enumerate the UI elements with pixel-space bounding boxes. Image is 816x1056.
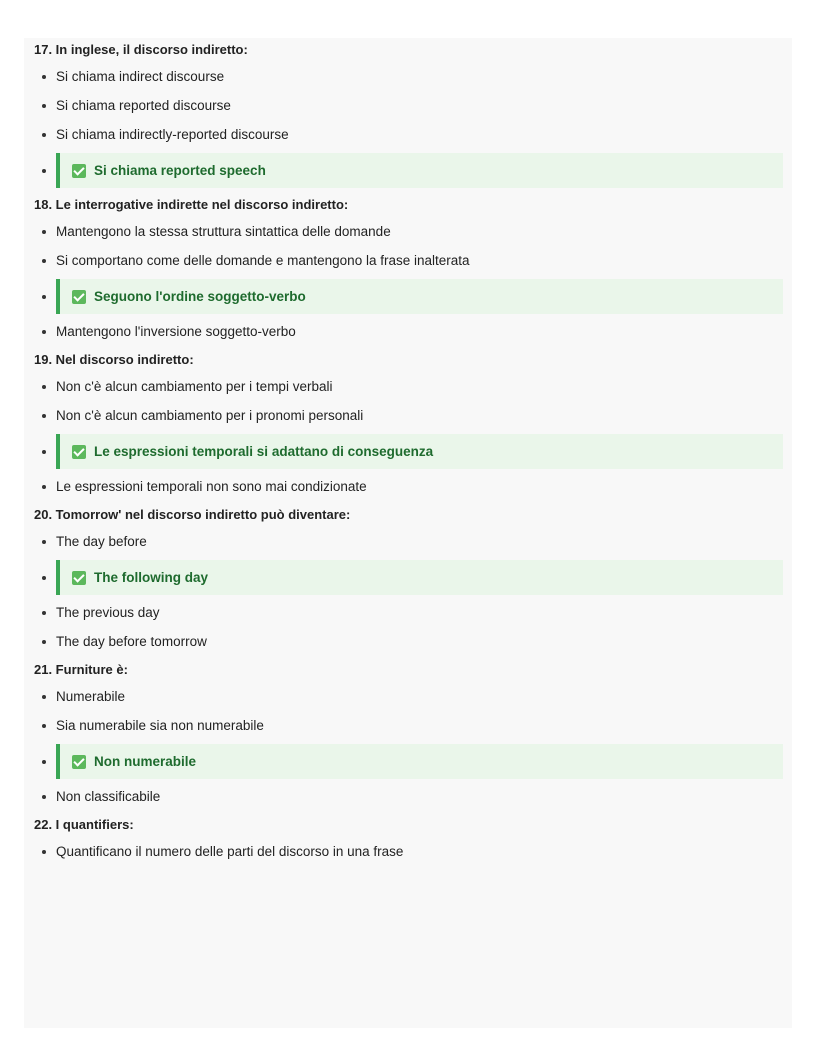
option-item <box>34 126 783 144</box>
option-text: The day before tomorrow <box>56 634 207 649</box>
question-title: 22. I quantifiers: <box>34 817 134 832</box>
check-square-icon <box>72 164 86 178</box>
option-item <box>34 68 783 86</box>
question-block <box>34 197 783 341</box>
correct-answer-highlight <box>56 153 783 188</box>
question-title: 18. Le interrogative indirette nel discorso indiretto: <box>34 197 349 212</box>
correct-option <box>34 560 783 595</box>
option-list <box>34 688 783 806</box>
option-item <box>34 788 783 806</box>
question-block <box>34 662 783 806</box>
option-item <box>34 407 783 425</box>
option-text: Numerabile <box>56 689 126 704</box>
check-square-icon <box>72 571 86 585</box>
check-square-icon <box>72 755 86 769</box>
option-item <box>34 378 783 396</box>
option-item <box>34 97 783 115</box>
option-text: Non c'è alcun cambiamento per i tempi verbali <box>56 379 333 394</box>
option-text: Mantengono la stessa struttura sintattica delle domande <box>56 224 391 239</box>
option-item <box>34 533 783 551</box>
question-title: 20. Tomorrow' nel discorso indiretto può diventare: <box>34 507 351 522</box>
correct-option <box>34 744 783 779</box>
check-square-icon <box>72 290 86 304</box>
check-square-icon <box>72 445 86 459</box>
option-item <box>34 323 783 341</box>
option-text: Seguono l'ordine soggetto-verbo <box>94 289 306 304</box>
option-item <box>34 223 783 241</box>
correct-answer-highlight <box>56 744 783 779</box>
quiz-panel <box>24 38 792 1028</box>
option-item <box>34 252 783 270</box>
correct-option <box>34 153 783 188</box>
question-block <box>34 817 783 861</box>
option-text: Si chiama indirect discourse <box>56 69 225 84</box>
option-item <box>34 717 783 735</box>
option-item <box>34 633 783 651</box>
option-text: Le espressioni temporali si adattano di conseguenza <box>94 444 434 459</box>
option-list <box>34 378 783 496</box>
option-item <box>34 478 783 496</box>
option-list <box>34 843 783 861</box>
question-block <box>34 507 783 651</box>
correct-answer-highlight <box>56 434 783 469</box>
question-title: 21. Furniture è: <box>34 662 128 677</box>
option-item <box>34 604 783 622</box>
option-text: Mantengono l'inversione soggetto-verbo <box>56 324 296 339</box>
option-text: Si chiama reported speech <box>94 163 266 178</box>
question-title: 17. In inglese, il discorso indiretto: <box>34 42 248 57</box>
correct-answer-highlight <box>56 560 783 595</box>
option-text: Si chiama indirectly-reported discourse <box>56 127 289 142</box>
correct-option <box>34 279 783 314</box>
option-text: Quantificano il numero delle parti del discorso in una frase <box>56 844 404 859</box>
option-item <box>34 688 783 706</box>
option-text: The following day <box>94 570 208 585</box>
option-list <box>34 533 783 651</box>
option-item <box>34 843 783 861</box>
option-text: Le espressioni temporali non sono mai condizionate <box>56 479 367 494</box>
question-title: 19. Nel discorso indiretto: <box>34 352 194 367</box>
correct-answer-highlight <box>56 279 783 314</box>
option-list <box>34 68 783 188</box>
option-text: The previous day <box>56 605 160 620</box>
option-text: Sia numerabile sia non numerabile <box>56 718 264 733</box>
option-list <box>34 223 783 341</box>
option-text: Non classificabile <box>56 789 161 804</box>
option-text: The day before <box>56 534 147 549</box>
correct-option <box>34 434 783 469</box>
option-text: Si chiama reported discourse <box>56 98 231 113</box>
question-block <box>34 352 783 496</box>
option-text: Non numerabile <box>94 754 197 769</box>
question-block <box>34 42 783 188</box>
option-text: Si comportano come delle domande e mantengono la frase inalterata <box>56 253 470 268</box>
option-text: Non c'è alcun cambiamento per i pronomi personali <box>56 408 364 423</box>
